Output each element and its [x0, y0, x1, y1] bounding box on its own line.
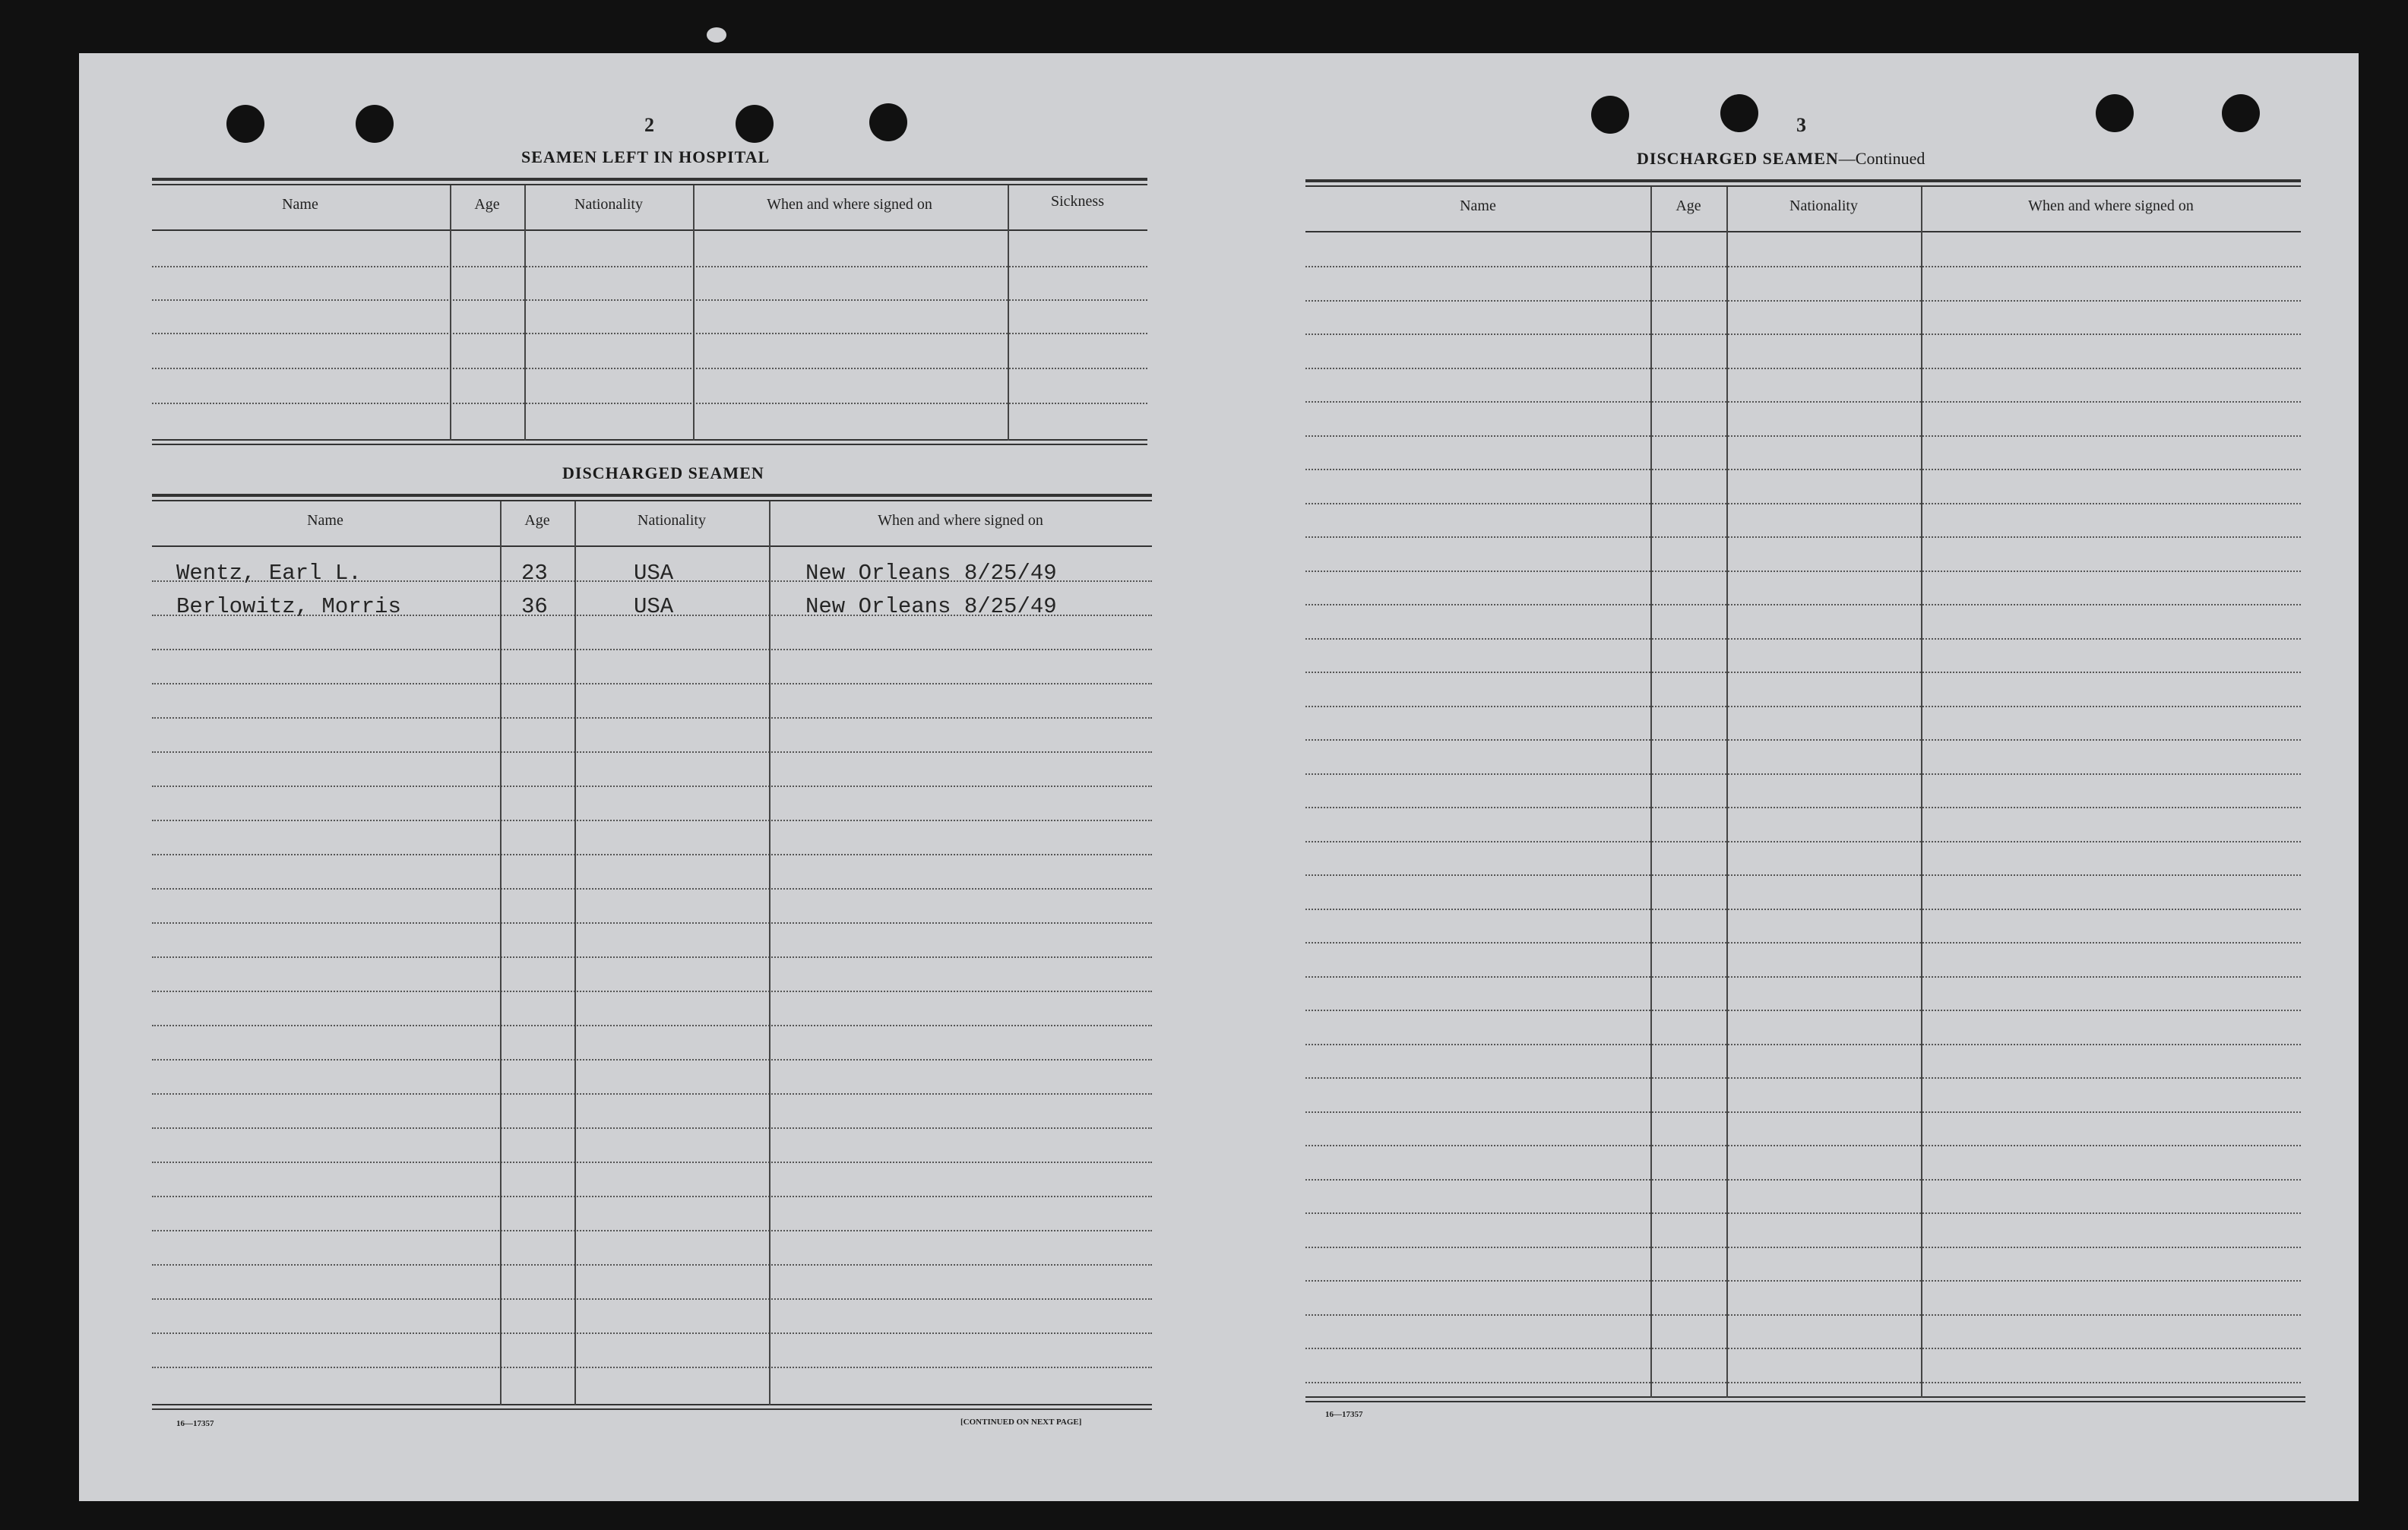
entry-line	[152, 751, 1152, 753]
column-divider	[1726, 187, 1728, 1398]
column-header-name: Name	[282, 196, 318, 213]
entry-line	[152, 1025, 1152, 1026]
entry-line	[1305, 1247, 2301, 1248]
entry-line	[1305, 1044, 2301, 1045]
entry-line	[152, 299, 1147, 301]
entry-line	[152, 1264, 1152, 1266]
entry-line	[1305, 874, 2301, 876]
form-number: 16—17357	[1325, 1410, 1363, 1419]
column-header-nationality: Nationality	[1789, 198, 1858, 214]
entry-line	[1305, 976, 2301, 978]
seaman-age: 36	[521, 594, 548, 619]
seaman-name: Berlowitz, Morris	[176, 594, 401, 619]
column-header-name: Name	[307, 512, 343, 529]
column-header-signed-on: When and where signed on	[878, 512, 1043, 529]
entry-line	[152, 1367, 1152, 1368]
discharged-continued-title: DISCHARGED SEAMEN—Continued	[1637, 149, 1925, 168]
column-header-age: Age	[474, 196, 500, 213]
table-rule	[152, 1408, 1152, 1410]
entry-line	[1305, 1382, 2301, 1383]
hospital-section-title: SEAMEN LEFT IN HOSPITAL	[521, 147, 770, 166]
entry-line	[152, 649, 1152, 650]
column-header-signed-on: When and where signed on	[2028, 198, 2194, 214]
entry-line	[1305, 401, 2301, 403]
seaman-signed-on: New Orleans 8/25/49	[805, 594, 1057, 619]
column-divider	[450, 185, 451, 441]
seaman-nationality: USA	[634, 594, 674, 619]
table-rule	[1305, 1396, 2305, 1398]
column-divider	[574, 501, 576, 1405]
punch-hole	[356, 105, 394, 143]
form-number: 16—17357	[176, 1419, 214, 1428]
entry-line	[152, 1093, 1152, 1095]
entry-line	[1305, 773, 2301, 775]
punch-hole	[226, 105, 264, 143]
entry-line	[1305, 469, 2301, 470]
entry-line	[152, 1059, 1152, 1061]
table-rule	[152, 229, 1147, 231]
entry-line	[152, 820, 1152, 821]
entry-line	[152, 991, 1152, 992]
punch-hole	[869, 103, 907, 141]
column-header-signed-on: When and where signed on	[767, 196, 932, 213]
discharged-section-title: DISCHARGED SEAMEN	[562, 463, 764, 482]
seaman-nationality: USA	[634, 561, 674, 586]
seaman-age: 23	[521, 561, 548, 586]
table-rule	[1305, 185, 2301, 187]
entry-line	[1305, 638, 2301, 640]
entry-line	[152, 922, 1152, 924]
entry-line	[1305, 1280, 2301, 1282]
continued-note: [CONTINUED ON NEXT PAGE]	[960, 1418, 1082, 1427]
column-divider	[1650, 187, 1652, 1398]
entry-line	[152, 888, 1152, 890]
column-divider	[1921, 187, 1922, 1398]
page-number: 3	[1796, 114, 1806, 136]
entry-line	[1305, 739, 2301, 741]
entry-line	[152, 1298, 1152, 1300]
entry-line	[1305, 1212, 2301, 1214]
punch-hole	[1591, 96, 1629, 134]
table-rule	[1305, 179, 2301, 182]
seaman-name: Wentz, Earl L.	[176, 561, 362, 586]
entry-line	[1305, 672, 2301, 673]
entry-line	[1305, 807, 2301, 808]
column-divider	[500, 501, 502, 1405]
punch-hole	[736, 105, 774, 143]
entry-line	[1305, 942, 2301, 944]
entry-line	[1305, 300, 2301, 302]
entry-line	[1305, 1145, 2301, 1146]
table-rule	[152, 178, 1147, 181]
entry-line	[1305, 334, 2301, 335]
entry-line	[1305, 435, 2301, 437]
entry-line	[152, 1196, 1152, 1197]
column-header-age: Age	[1675, 198, 1701, 214]
column-header-nationality: Nationality	[638, 512, 706, 529]
entry-line	[152, 683, 1152, 684]
entry-line	[1305, 571, 2301, 572]
column-divider	[1008, 185, 1009, 441]
page-number: 2	[644, 114, 654, 136]
entry-line	[1305, 1348, 2301, 1349]
column-header-age: Age	[524, 512, 550, 529]
column-divider	[524, 185, 526, 441]
entry-line	[152, 333, 1147, 334]
table-rule	[152, 444, 1147, 445]
entry-line	[1305, 841, 2301, 842]
entry-line	[152, 1332, 1152, 1334]
table-rule	[152, 545, 1152, 547]
table-rule	[1305, 1401, 2305, 1402]
column-divider	[769, 501, 770, 1405]
entry-line	[1305, 706, 2301, 707]
entry-line	[152, 403, 1147, 404]
column-header-sickness: Sickness	[1051, 193, 1104, 210]
table-rule	[1305, 231, 2301, 232]
entry-line	[152, 956, 1152, 958]
paper-speck	[707, 27, 726, 43]
table-rule	[152, 500, 1152, 501]
entry-line	[152, 368, 1147, 369]
entry-line	[152, 786, 1152, 787]
entry-line	[152, 854, 1152, 855]
column-divider	[693, 185, 695, 441]
seaman-signed-on: New Orleans 8/25/49	[805, 561, 1057, 586]
entry-line	[152, 717, 1152, 719]
entry-line	[1305, 536, 2301, 538]
entry-line	[1305, 503, 2301, 504]
entry-line	[1305, 368, 2301, 369]
table-rule	[152, 439, 1147, 441]
punch-hole	[2222, 94, 2260, 132]
entry-line	[152, 266, 1147, 267]
column-header-name: Name	[1460, 198, 1496, 214]
entry-line	[152, 1230, 1152, 1231]
title-suffix: —Continued	[1838, 149, 1925, 168]
entry-line	[152, 1162, 1152, 1163]
table-rule	[152, 494, 1152, 497]
entry-line	[1305, 909, 2301, 910]
ledger-paper	[79, 53, 2359, 1501]
entry-line	[1305, 1077, 2301, 1079]
entry-line	[1305, 1010, 2301, 1011]
entry-line	[1305, 604, 2301, 605]
entry-line	[1305, 1111, 2301, 1113]
table-rule	[152, 1404, 1152, 1405]
entry-line	[152, 1127, 1152, 1129]
entry-line	[1305, 1179, 2301, 1181]
entry-line	[1305, 266, 2301, 267]
punch-hole	[2096, 94, 2134, 132]
table-rule	[152, 184, 1147, 185]
punch-hole	[1720, 94, 1758, 132]
entry-line	[1305, 1314, 2301, 1316]
column-header-nationality: Nationality	[574, 196, 643, 213]
